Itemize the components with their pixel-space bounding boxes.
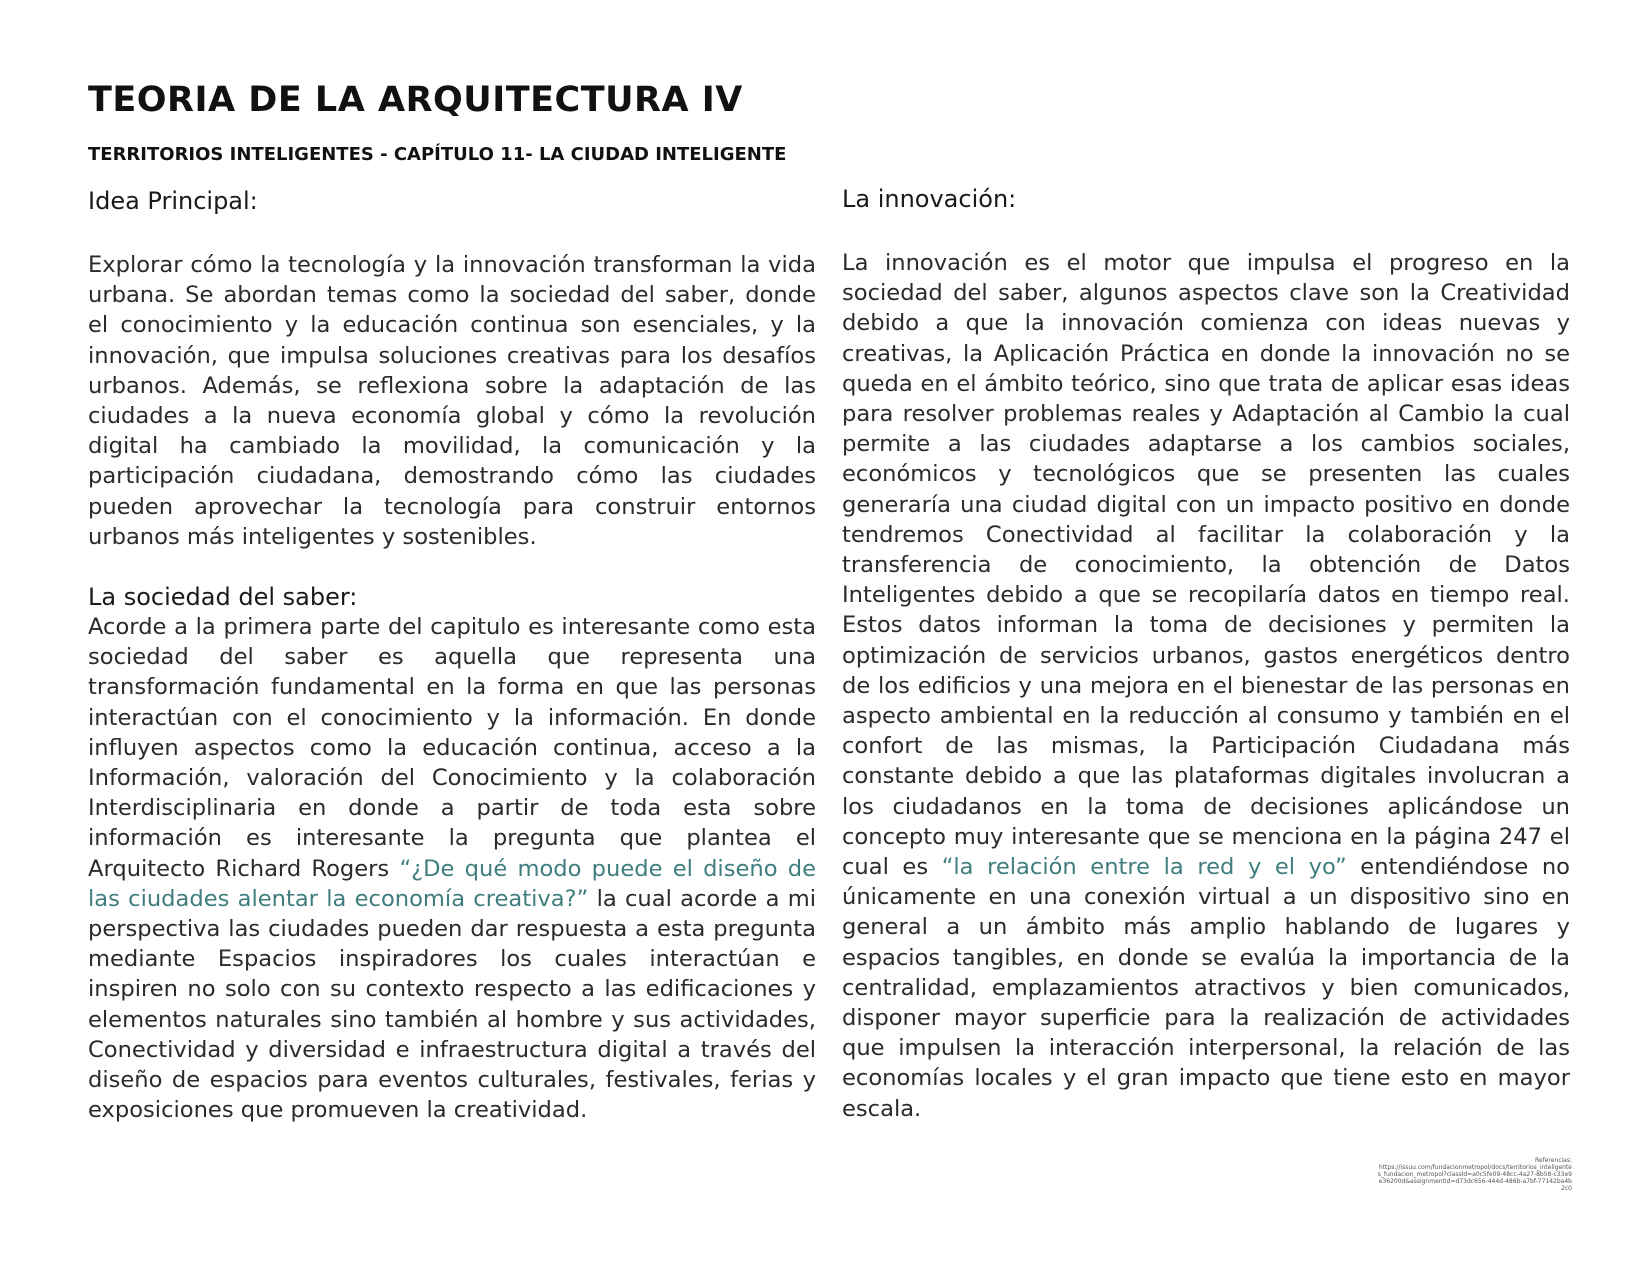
sociedad-del-saber-paragraph xyxy=(88,612,816,1125)
references-url[interactable]: https://issuu.com/fundacionmetropol/docs/territorios_inteligentes_fundacion_metropol?classId=a0c5fe09-48cc-4a27-8b58-c33e9e36200d&assignmentId=d73dc656-444d-486b-a7bf-77142ba4b2c0 xyxy=(1377,1164,1572,1192)
highlighted-quote: “la relación entre la red y el yo” xyxy=(941,854,1347,881)
left-column xyxy=(88,186,816,1125)
spacer xyxy=(842,214,1570,248)
idea-principal-paragraph: Explorar cómo la tecnología y la innovación transforman la vida urbana. Se abordan temas como la sociedad del saber, donde el conocimiento y la educación continua son esenciales, y la innovación, que impulsa soluciones creativas para los desafíos urbanos. Además, se reflexiona sobre la adaptación de las ciudades a la nueva economía global y cómo la revolución digital ha cambiado la movilidad, la comunicación y la participación ciudadana, demostrando cómo las ciudades pueden aprovechar la tecnología para construir entornos urbanos más inteligentes y sostenibles. xyxy=(88,252,816,550)
paragraph-text: Acorde a la primera parte del capitulo es interesante como esta sociedad del saber es aquella que representa una transformación fundamental en la forma en que las personas interactúan con el conocimiento y la información. En donde influyen aspectos como la educación continua, acceso a la Información, valoración del Conocimiento y la colaboración Interdisciplinaria en donde a partir de toda esta sobre información es interesante la pregunta que plantea el Arquitecto Richard Rogers xyxy=(88,614,816,882)
references-label: Referencias: xyxy=(1534,1157,1572,1164)
paragraph-text: entendiéndose no únicamente en una conexión virtual a un dispositivo sino en general a un ámbito más amplio hablando de lugares y espacios tangibles, en donde se evalúa la importancia de la centralidad, emplazamientos atractivos y bien comunicados, disponer mayor superficie para la realización de actividades que impulsen la interacción interpersonal, la relación de las economías locales y el gran impacto que tiene esto en mayor escala. xyxy=(842,854,1570,1122)
page-title: TEORIA DE LA ARQUITECTURA IV xyxy=(88,80,743,120)
spacer xyxy=(88,552,816,582)
references-block xyxy=(1376,1157,1572,1192)
innovacion-paragraph xyxy=(842,248,1570,1124)
spacer xyxy=(88,216,816,250)
paragraph-text: La innovación es el motor que impulsa el progreso en la sociedad del saber, algunos aspectos clave son la Creatividad debido a que la innovación comienza con ideas nuevas y creativas, la Aplicación Práctica en donde la innovación no se queda en el ámbito teórico, sino que trata de aplicar esas ideas para resolver problemas reales y Adaptación al Cambio la cual permite a las ciudades adaptarse a los cambios sociales, económicos y tecnológicos que se presenten las cuales generaría una ciudad digital con un impacto positivo en donde tendremos Conectividad al facilitar la colaboración y la transferencia de conocimiento, la obtención de Datos Inteligentes debido a que se recopilaría datos en tiempo real. Estos datos informan la toma de decisiones y permiten la optimización de servicios urbanos, gastos energéticos dentro de los edificios y una mejora en el bienestar de las personas en aspecto ambiental en la reducción al consumo y también en el confort de las mismas, la Participación Ciudadana más constante debido a que las plataformas digitales involucran a los ciudadanos en la toma de decisiones aplicándose un concepto muy interesante que se menciona en la página 247 el cual es xyxy=(842,250,1570,881)
idea-principal-heading: Idea Principal: xyxy=(88,187,258,215)
page-subtitle: TERRITORIOS INTELIGENTES - CAPÍTULO 11- LA CIUDAD INTELIGENTE xyxy=(88,144,787,165)
paragraph-text: la cual acorde a mi perspectiva las ciudades pueden dar respuesta a esta pregunta mediante Espacios inspiradores los cuales interactúan e inspiren no solo con su contexto respecto a las edificaciones y elementos naturales sino también al hombre y sus actividades, Conectividad y diversidad e infraestructura digital a través del diseño de espacios para eventos culturales, festivales, ferias y exposiciones que promueven la creatividad. xyxy=(88,885,816,1124)
right-column xyxy=(842,184,1570,1124)
innovacion-heading: La innovación: xyxy=(842,185,1017,213)
highlighted-quote: “¿De qué modo puede el diseño de las ciudades alentar la economía creativa?” xyxy=(88,855,816,912)
sociedad-del-saber-heading: La sociedad del saber: xyxy=(88,583,358,612)
